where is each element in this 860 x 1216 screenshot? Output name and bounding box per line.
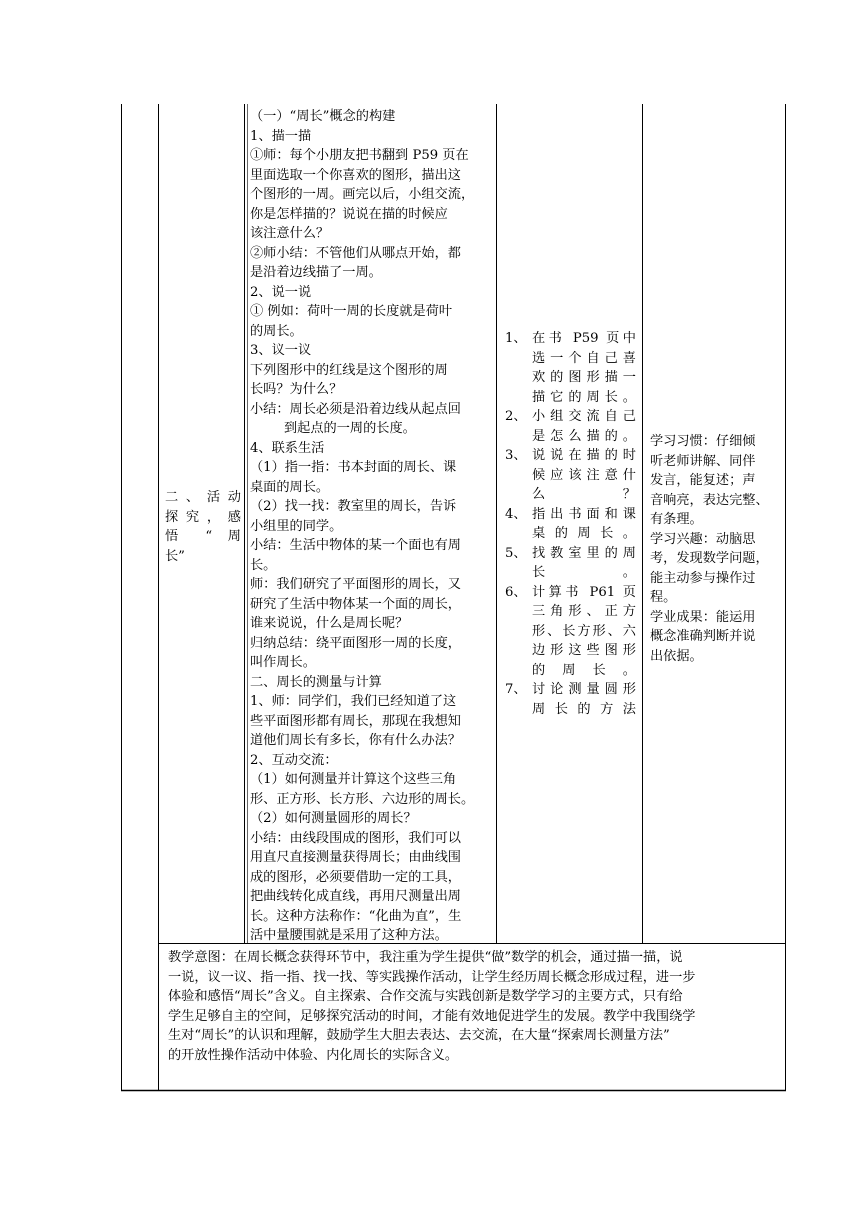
eval-line: 概念准确判断并说 xyxy=(650,629,756,644)
item-line: 讨论测量圆形 xyxy=(532,682,636,697)
intent-line: 的开放性操作活动中体验、内化周长的实际含义。 xyxy=(168,1047,459,1063)
process-line: （2）如何测量圆形的周长？ xyxy=(250,811,417,826)
intent-line: 体验和感悟“周长”含义。自主探索、合作交流与实践创新是数学学习的主要方式，只有给 xyxy=(168,989,683,1004)
item-line: 候应该注意什 xyxy=(532,467,636,483)
process-line: 个图形的一周。画完以后，小组交流， xyxy=(250,187,475,202)
eval-line: 听老师讲解、同伴 xyxy=(650,453,756,469)
intent-line: 教学意图：在周长概念获得环节中，我注重为学生提供“做”数学的机会，通过描一描，说 xyxy=(168,950,683,965)
student-activity-item xyxy=(505,329,636,407)
item-line: 计算书 P61 页 xyxy=(532,584,636,600)
process-line: 下列图形中的红线是这个图形的周 xyxy=(250,362,448,378)
student-activity-item xyxy=(505,583,636,681)
process-line: 到起点的一周的长度。 xyxy=(284,421,416,436)
process-line: 桌面的周长。 xyxy=(250,479,330,495)
item-number: 7、 xyxy=(505,682,527,697)
item-line: 在书 P59 页中 xyxy=(532,331,636,346)
eval-line: 音响亮，表达完整、 xyxy=(650,492,769,508)
evaluation-cell xyxy=(650,432,782,666)
item-line: 三角形、正方 xyxy=(532,604,636,619)
process-line: 3、议一议 xyxy=(250,343,312,358)
process-line: 用直尺直接测量获得周长；由曲线围 xyxy=(250,850,461,865)
item-line: 的周长。 xyxy=(532,662,636,678)
student-activity-cell xyxy=(505,329,636,719)
process-line: 归纳总结：绕平面图形一周的长度， xyxy=(250,635,461,651)
eval-line: 学业成果：能运用 xyxy=(650,609,756,625)
eval-line: 有条理。 xyxy=(650,512,703,527)
process-line: 4、联系生活 xyxy=(250,440,325,456)
teaching-intent-cell xyxy=(168,948,782,1065)
process-line: ②师小结：不管他们从哪点开始，都 xyxy=(250,245,461,261)
student-activity-item xyxy=(505,680,636,719)
item-line: 是怎么描的。 xyxy=(532,428,636,444)
process-line: 二、周长的测量与计算 xyxy=(250,674,382,690)
eval-line: 能主动参与操作过 xyxy=(650,570,756,586)
process-line: 叫作周长。 xyxy=(250,655,316,670)
item-line: 找教室里的周 xyxy=(532,545,636,561)
process-line: 1、师：同学们，我们已经知道了这 xyxy=(250,694,457,709)
item-line: 选一个自己喜 xyxy=(532,350,636,366)
process-line: 1、描一描 xyxy=(250,128,312,144)
process-line: （1）指一指：书本封面的周长、课 xyxy=(250,460,457,475)
student-activity-item xyxy=(505,446,636,505)
item-number: 5、 xyxy=(505,545,527,561)
item-number: 1、 xyxy=(505,331,527,346)
teaching-process-cell xyxy=(250,107,492,946)
process-line: 长吗？为什么？ xyxy=(250,382,343,397)
eval-line: 学习习惯：仔细倾 xyxy=(650,434,756,449)
eval-line: 发言，能复述；声 xyxy=(650,473,756,488)
process-line: 该注意什么？ xyxy=(250,226,330,241)
eval-line: 出依据。 xyxy=(650,648,703,664)
intent-line: 学生足够自主的空间，足够探究活动的时间，才能有效地促进学生的发展。教学中我围绕学 xyxy=(168,1008,696,1024)
process-line: （1）如何测量并计算这个这些三角 xyxy=(250,772,457,787)
stage-line: 长” xyxy=(165,548,185,564)
student-activity-item xyxy=(505,544,636,583)
process-line: 小结：生活中物体的某一个面也有周 xyxy=(250,538,461,553)
eval-line: 考，发现数学问题， xyxy=(650,551,769,566)
student-activity-item xyxy=(505,505,636,544)
process-line: 师：我们研究了平面图形的周长，又 xyxy=(250,577,461,592)
process-line: 谁来说说，什么是周长呢？ xyxy=(250,616,409,631)
item-number: 6、 xyxy=(505,584,527,600)
process-line: 长。 xyxy=(250,557,277,573)
process-line: ① 例如：荷叶一周的长度就是荷叶 xyxy=(250,304,453,319)
item-line: 说说在描的时 xyxy=(532,448,636,463)
process-line: 是沿着边线描了一周。 xyxy=(250,265,382,280)
stage-line: 二、活动 xyxy=(165,490,241,505)
eval-line: 程。 xyxy=(650,590,677,605)
item-number: 2、 xyxy=(505,409,527,424)
process-line: ①师：每个小朋友把书翻到 P59 页在 xyxy=(250,148,469,163)
eval-line: 学习兴趣：动脑思 xyxy=(650,531,756,547)
process-line: 小结：由线段围成的图形，我们可以 xyxy=(250,830,461,846)
student-activity-item xyxy=(505,407,636,446)
item-line: 指出书面和课 xyxy=(532,506,636,522)
intent-line: 生对“周长”的认识和理解，鼓励学生大胆去表达、去交流，在大量“探索周长测量方法” xyxy=(168,1028,670,1043)
stage-cell xyxy=(165,488,241,566)
item-line: 周长的方法 xyxy=(532,701,636,717)
process-line: （2）找一找：教室里的周长，告诉 xyxy=(250,499,457,514)
process-line: 的周长。 xyxy=(250,323,303,339)
process-line: 2、互动交流： xyxy=(250,752,338,768)
item-line: 么？ xyxy=(532,487,636,502)
process-line: 里面选取一个你喜欢的图形，描出这 xyxy=(250,167,461,183)
process-line: 把曲线转化成直线，再用尺测量出周 xyxy=(250,889,461,904)
item-line: 欢的图形描一 xyxy=(532,370,636,385)
stage-line: 悟 “ 周 xyxy=(165,529,241,544)
process-line: 成的图形，必须要借助一定的工具， xyxy=(250,869,461,885)
item-line: 桌的周长。 xyxy=(532,526,636,541)
item-line: 小组交流自己 xyxy=(532,409,636,424)
process-line: 你是怎样描的？说说在描的时候应 xyxy=(250,206,448,222)
process-line: 研究了生活中物体某一个面的周长， xyxy=(250,596,461,612)
item-number: 4、 xyxy=(505,506,527,522)
item-line: 边形这些图形 xyxy=(532,643,636,658)
process-line: 小结：周长必须是沿着边线从起点回 xyxy=(250,401,461,417)
process-line: 道他们周长有多长，你有什么办法？ xyxy=(250,733,461,748)
process-line: 2、说一说 xyxy=(250,284,312,300)
stage-line: 探究，感 xyxy=(165,509,241,525)
intent-line: 一说，议一议、指一指、找一找、等实践操作活动，让学生经历周长概念形成过程，进一步 xyxy=(168,969,696,985)
process-line: 形、正方形、长方形、六边形的周长。 xyxy=(250,791,475,807)
process-line: （一）“周长”概念的构建 xyxy=(250,109,396,124)
item-number: 3、 xyxy=(505,448,527,463)
item-line: 形、长方形、六 xyxy=(532,623,636,639)
process-line: 活中量腰围就是采用了这种方法。 xyxy=(250,928,448,943)
process-line: 长。这种方法称作：“化曲为直”，生 xyxy=(250,908,462,924)
process-line: 小组里的同学。 xyxy=(250,518,343,534)
process-line: 些平面图形都有周长，那现在我想知 xyxy=(250,713,461,729)
item-line: 描它的周长。 xyxy=(532,389,636,405)
item-line: 长。 xyxy=(532,565,636,580)
